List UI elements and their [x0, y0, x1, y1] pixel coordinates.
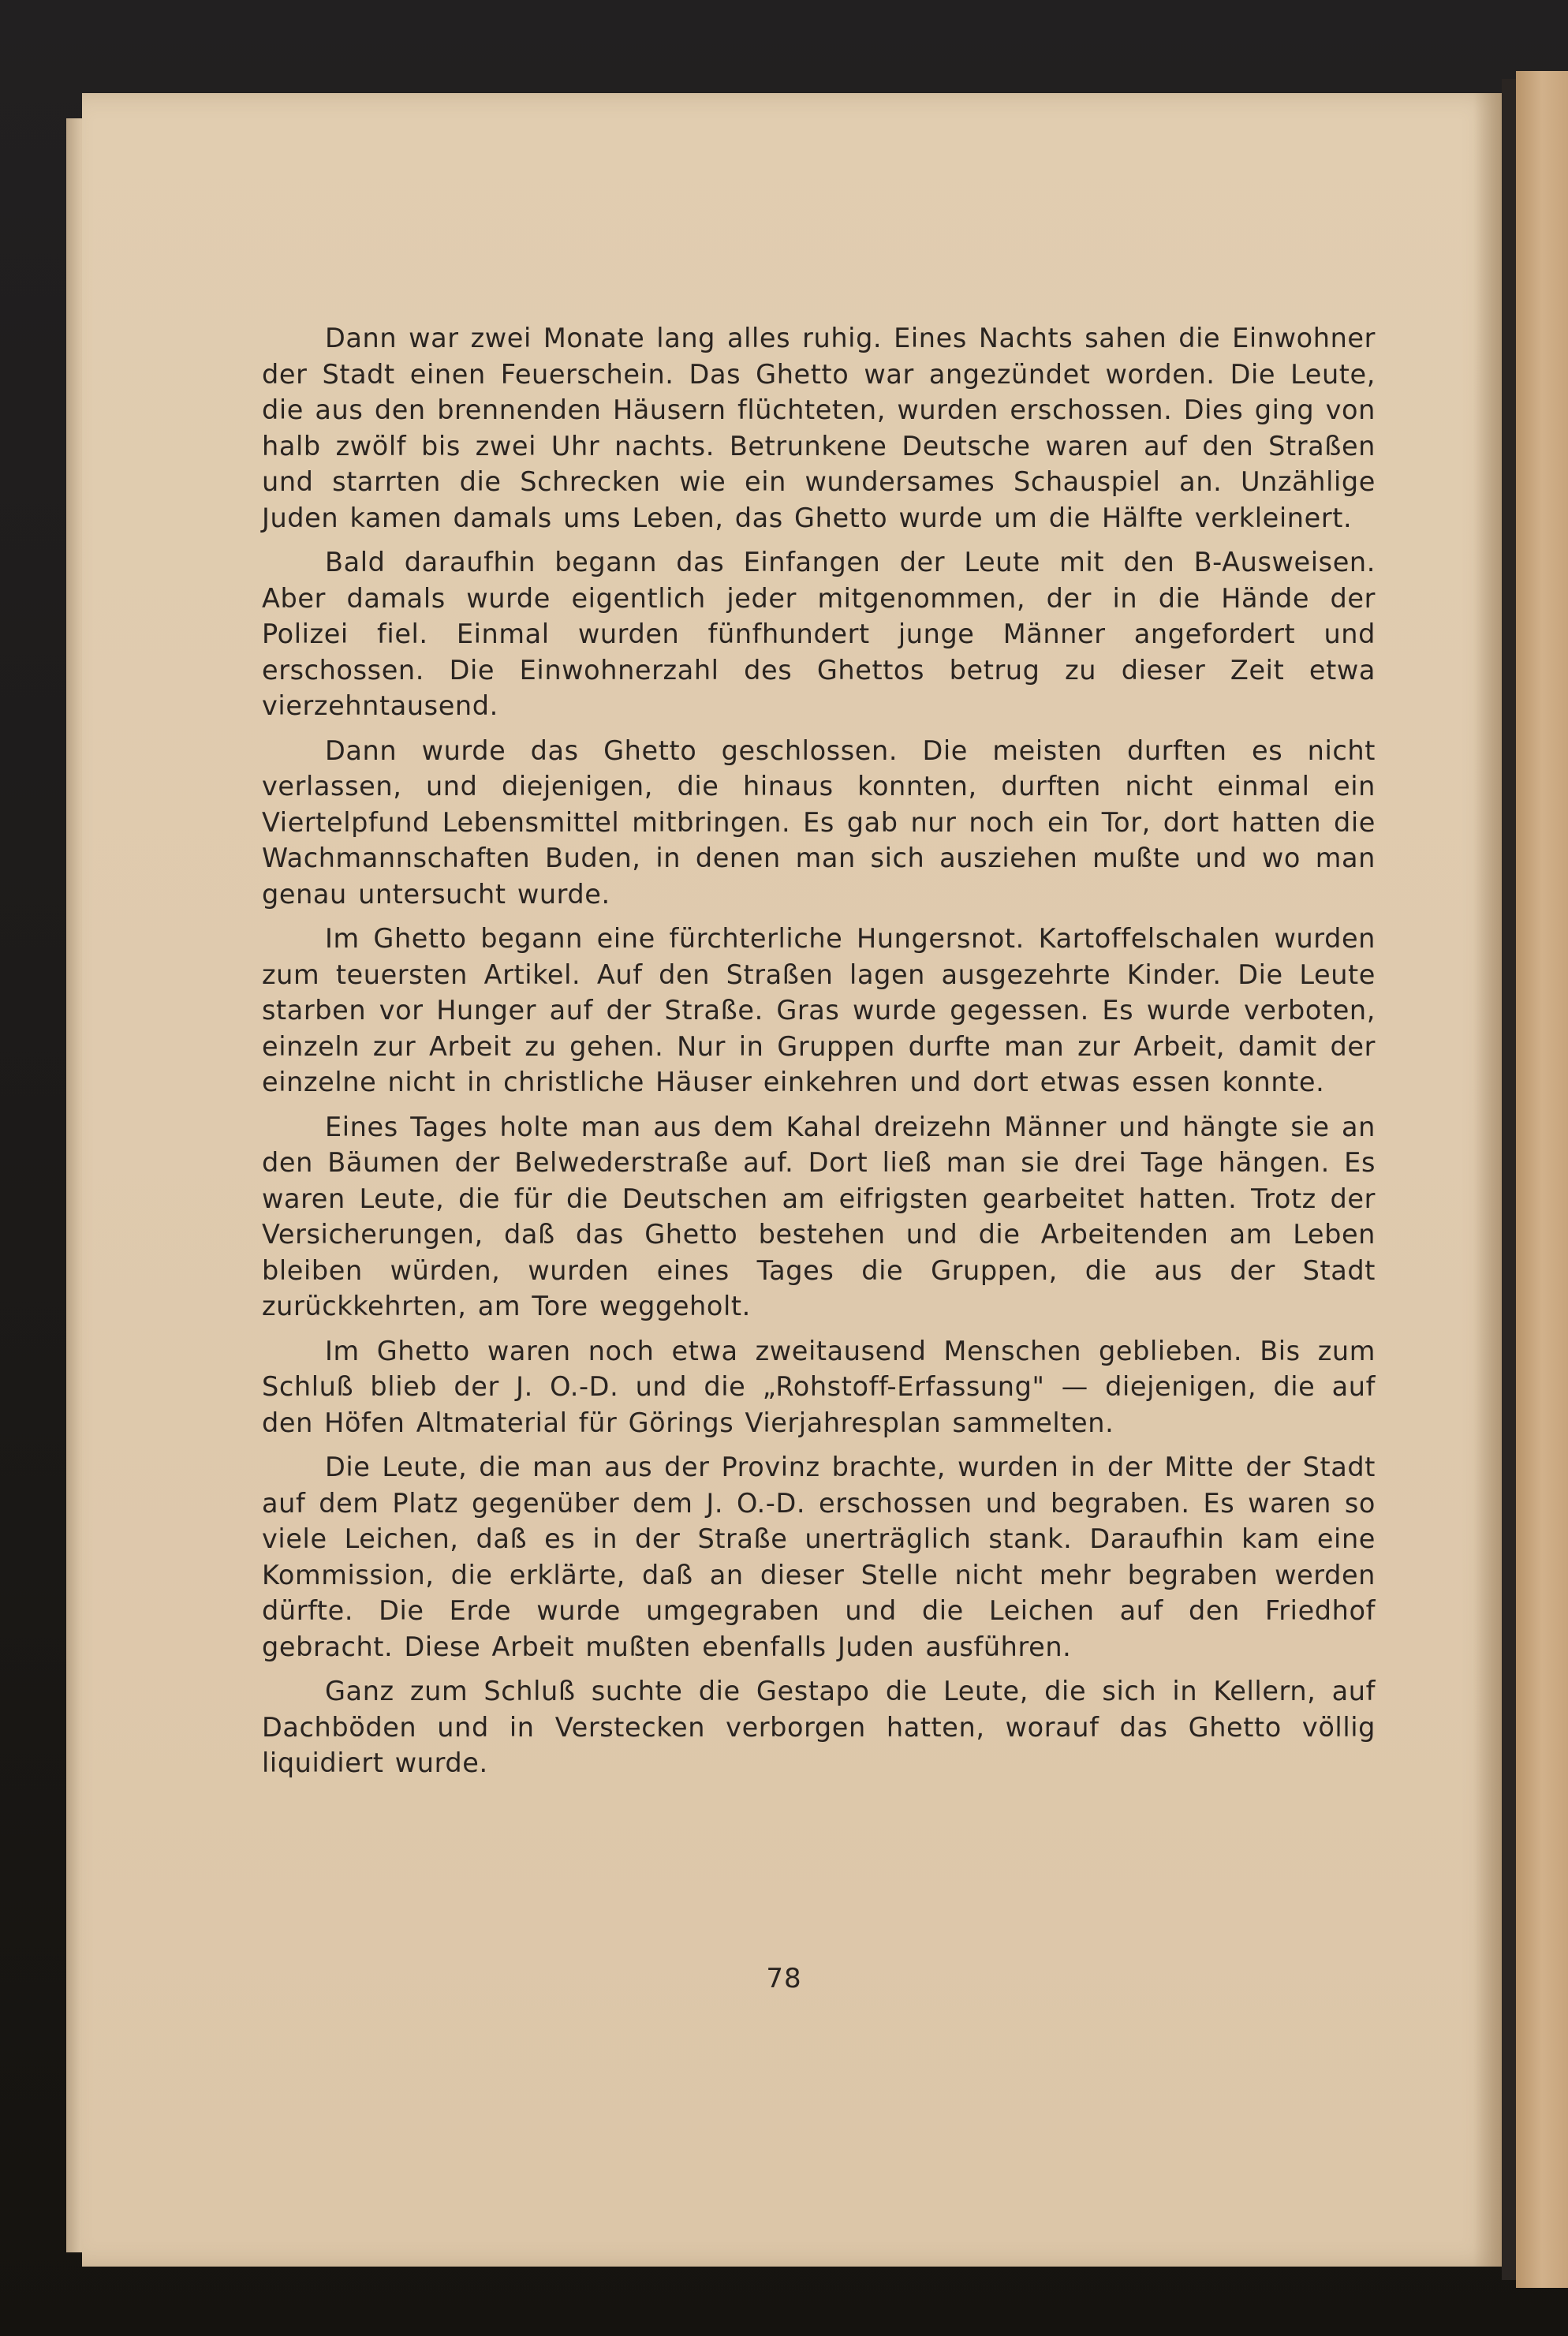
body-text	[262, 320, 1376, 1790]
paragraph-8: Ganz zum Schluß suchte die Gestapo die Leute, die sich in Kellern, auf Dachböden und in Verstecken verborgen hatten, worauf das Ghetto völlig liquidiert wurde.	[262, 1676, 1376, 1778]
paragraph-6: Im Ghetto waren noch etwa zweitausend Menschen geblieben. Bis zum Schluß blieb der J. O.-D. und die „Rohstoff-Erfassung" — diejenigen, die auf den Höfen Altmaterial für Görings Vierjahresplan sammelten.	[262, 1335, 1376, 1438]
paragraph-2: Bald daraufhin begann das Einfangen der Leute mit den B-Ausweisen. Aber damals wurde eigentlich jeder mitgenommen, der in die Hände der Polizei fiel. Einmal wurden fünfhundert junge Männer angefordert und erschossen. Die Einwohnerzahl des Ghettos betrug zu dieser Zeit etwa vierzehntausend.	[262, 547, 1376, 721]
paragraph-1: Dann war zwei Monate lang alles ruhig. Eines Nachts sahen die Einwohner der Stadt einen Feuerschein. Das Ghetto war angezündet worden. Die Leute, die aus den brennenden Häusern flüchteten, wurden erschossen. Dies ging von halb zwölf bis zwei Uhr nachts. Betrunkene Deutsche waren auf den Straßen und starrten die Schrecken wie ein wundersames Schauspiel an. Unzählige Juden kamen damals ums Leben, das Ghetto wurde um die Hälfte verkleinert.	[262, 323, 1376, 533]
paragraph-7: Die Leute, die man aus der Provinz brachte, wurden in der Mitte der Stadt auf dem Platz gegenüber dem J. O.-D. erschossen und begraben. Es waren so viele Leichen, daß es in der Straße unerträglich stank. Daraufhin kam eine Kommission, die erklärte, daß an dieser Stelle nicht mehr begraben werden dürfte. Die Erde wurde umgegraben und die Leichen auf den Friedhof gebracht. Diese Arbeit mußten ebenfalls Juden ausführen.	[262, 1452, 1376, 1662]
paragraph-4: Im Ghetto begann eine fürchterliche Hungersnot. Kartoffelschalen wurden zum teuersten Artikel. Auf den Straßen lagen ausgezehrte Kinder. Die Leute starben vor Hunger auf der Straße. Gras wurde gegessen. Es wurde verboten, einzeln zur Arbeit zu gehen. Nur in Gruppen durfte man zur Arbeit, damit der einzelne nicht in christliche Häuser einkehren und dort etwas essen konnte.	[262, 923, 1376, 1097]
paragraph-5: Eines Tages holte man aus dem Kahal dreizehn Männer und hängte sie an den Bäumen der Belwederstraße auf. Dort ließ man sie drei Tage hängen. Es waren Leute, die für die Deutschen am eifrigsten gearbeitet hatten. Trotz der Versicherungen, daß das Ghetto bestehen und die Arbeitenden am Leben bleiben würden, wurden eines Tages die Gruppen, die aus der Stadt zurückkehrten, am Tore weggeholt.	[262, 1111, 1376, 1321]
book-gutter	[1502, 79, 1516, 2280]
page-number: 78	[766, 1963, 802, 1994]
page-binding-shadow	[1473, 93, 1502, 2267]
paragraph-3: Dann wurde das Ghetto geschlossen. Die meisten durften es nicht verlassen, und diejenigen, die hinaus konnten, durften nicht einmal ein Viertelpfund Lebensmittel mitbringen. Es gab nur noch ein Tor, dort hatten die Wachmannschaften Buden, in denen man sich ausziehen mußte und wo man genau untersucht wurde.	[262, 734, 1376, 910]
next-page-edge	[1516, 71, 1568, 2288]
